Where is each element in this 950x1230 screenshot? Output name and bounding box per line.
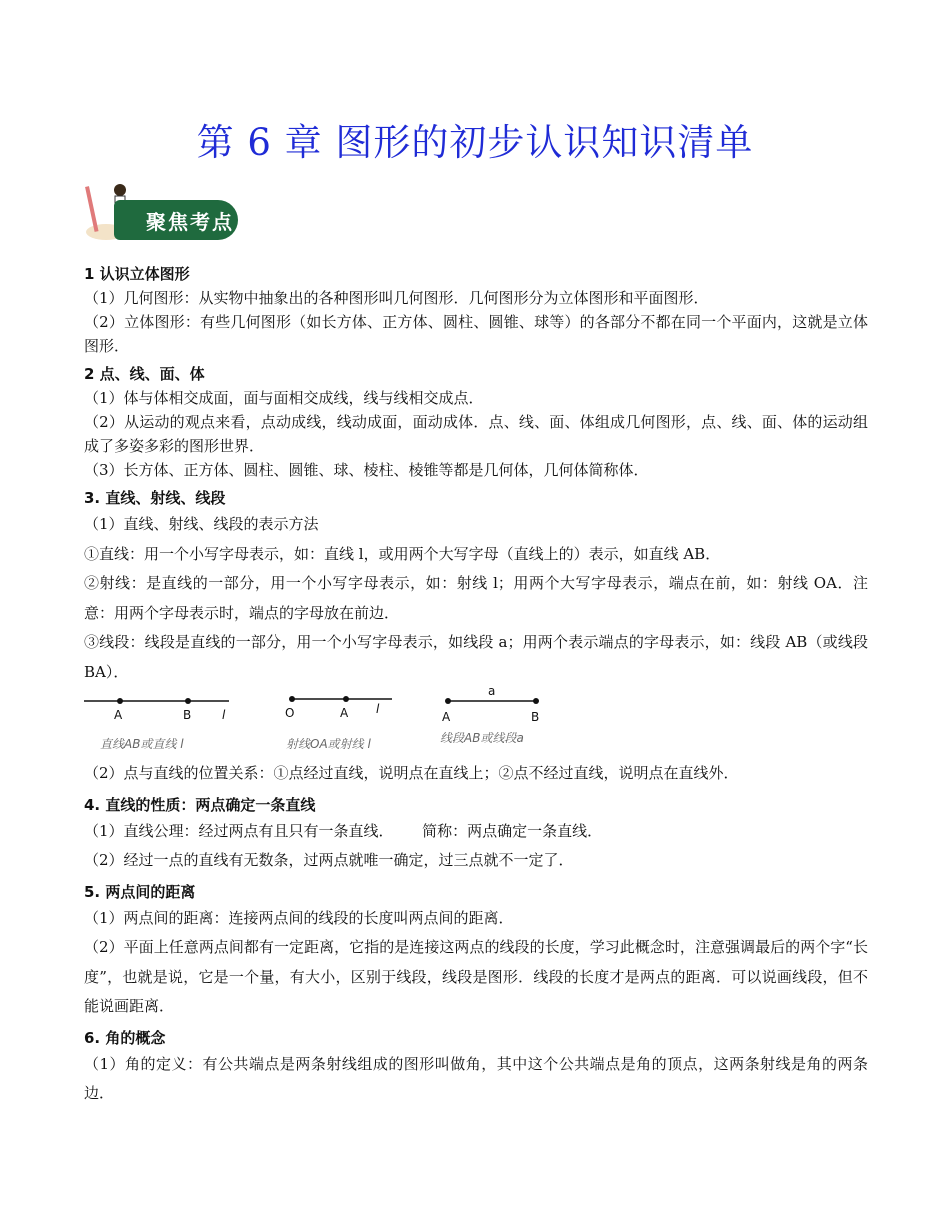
section-6-paragraph-1: （1）角的定义：有公共端点是两条射线组成的图形叫做角，其中这个公共端点是角的顶点，这两条射线是角的两条边． bbox=[84, 1054, 868, 1102]
figure-ray bbox=[284, 691, 414, 752]
point-label: A bbox=[442, 710, 451, 724]
point-label: B bbox=[531, 710, 540, 724]
section-3-paragraph-4: ③线段：线段是直线的一部分，用一个小写字母表示，如线段 a；用两个表示端点的字母表示，如：线段 AB（或线段 BA）． bbox=[84, 633, 868, 681]
section-3-paragraph-5: （2）点与直线的位置关系：①点经过直线，说明点在直线上；②点不经过直线，说明点在直线外． bbox=[84, 764, 739, 782]
section-3-paragraph-3: ②射线：是直线的一部分，用一个小写字母表示，如：射线 l；用两个大写字母表示，端点在前，如：射线 OA．注意：用两个字母表示时，端点的字母放在前边． bbox=[84, 574, 868, 622]
ray-label: l bbox=[376, 702, 380, 716]
badge-label: 聚焦考点 bbox=[146, 210, 234, 234]
section-2-paragraph-3: （3）长方体、正方体、圆柱、圆锥、球、棱柱、棱锥等都是几何体，几何体简称体． bbox=[84, 461, 649, 479]
section-badge bbox=[84, 180, 240, 244]
line-label: l bbox=[222, 708, 226, 722]
figure-segment bbox=[438, 685, 558, 746]
section-2-paragraph-1: （1）体与体相交成面，面与面相交成线，线与线相交成点． bbox=[84, 389, 484, 407]
section-1-paragraph-1: （1）几何图形：从实物中抽象出的各种图形叫几何图形．几何图形分为立体图形和平面图形． bbox=[84, 289, 709, 307]
section-1-paragraph-2: （2）立体图形：有些几何图形（如长方体、正方体、圆柱、圆锥、球等）的各部分不都在同一个平面内，这就是立体图形． bbox=[84, 313, 868, 355]
page-title: 第 6 章 图形的初步认识知识清单 bbox=[196, 121, 754, 164]
section-3-paragraph-2: ①直线：用一个小写字母表示，如：直线 l，或用两个大写字母（直线上的）表示，如直线 AB． bbox=[84, 544, 721, 563]
line-figures bbox=[84, 685, 868, 755]
section-4-heading: 4. 直线的性质：两点确定一条直线 bbox=[84, 795, 316, 814]
section-5-paragraph-2: （2）平面上任意两点间都有一定距离，它指的是连接这两点的线段的长度，学习此概念时，注意强调最后的两个字“长度”，也就是说，它是一个量，有大小，区别于线段，线段是图形．线段的长度才是两点的距离．可以说画线段，但不能说画距离． bbox=[84, 938, 868, 1015]
point-label: B bbox=[183, 708, 192, 722]
main-content bbox=[84, 258, 868, 1109]
section-5-paragraph-1: （1）两点间的距离：连接两点间的线段的长度叫两点间的距离． bbox=[84, 908, 514, 927]
point-label: A bbox=[114, 708, 123, 722]
section-5-heading: 5. 两点间的距离 bbox=[84, 882, 196, 901]
section-4-paragraph-2: （2）经过一点的直线有无数条，过两点就唯一确定，过三点就不一定了． bbox=[84, 851, 574, 869]
point-label: A bbox=[340, 706, 349, 720]
point-label: O bbox=[285, 706, 295, 720]
figure-line bbox=[84, 691, 234, 752]
section-6-heading: 6. 角的概念 bbox=[84, 1028, 166, 1047]
section-2-heading: 2 点、线、面、体 bbox=[84, 365, 205, 383]
figure-caption: 线段AB或线段a bbox=[440, 731, 524, 745]
section-2-paragraph-2: （2）从运动的观点来看，点动成线，线动成面，面动成体．点、线、面、体组成几何图形，点、线、面、体的运动组成了多姿多彩的图形世界． bbox=[84, 413, 868, 455]
segment-label: a bbox=[488, 685, 496, 698]
figure-caption: 直线AB或直线 l bbox=[100, 737, 184, 751]
figure-caption: 射线OA或射线 l bbox=[286, 737, 371, 751]
section-4-paragraph-1: （1）直线公理：经过两点有且只有一条直线． 简称：两点确定一条直线． bbox=[84, 821, 603, 840]
section-3-heading: 3. 直线、射线、线段 bbox=[84, 489, 226, 507]
section-3-paragraph-1: （1）直线、射线、线段的表示方法 bbox=[84, 515, 319, 533]
section-1-heading: 1 认识立体图形 bbox=[84, 265, 190, 283]
